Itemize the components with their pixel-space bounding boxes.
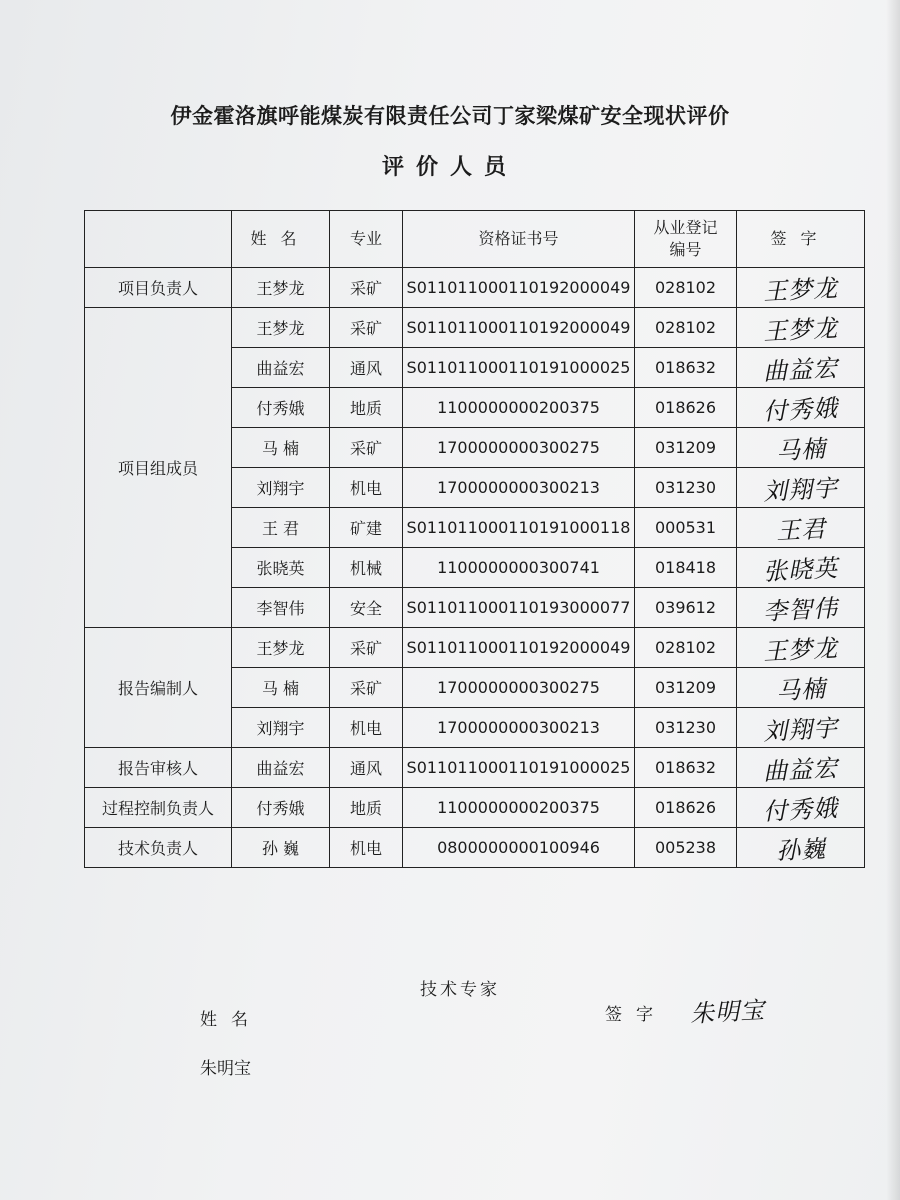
name-cell: 王梦龙 bbox=[232, 308, 330, 348]
name-cell: 刘翔宇 bbox=[232, 708, 330, 748]
signature-cell bbox=[737, 308, 865, 348]
cert-cell: 1100000000300741 bbox=[403, 548, 635, 588]
reg-cell: 018418 bbox=[635, 548, 737, 588]
table-row bbox=[85, 788, 865, 828]
cert-cell: S011011000110191000025 bbox=[403, 348, 635, 388]
signature-cell bbox=[737, 388, 865, 428]
role-cell: 项目负责人 bbox=[85, 268, 232, 308]
signature-cell bbox=[737, 628, 865, 668]
major-cell: 采矿 bbox=[330, 308, 403, 348]
signature-cell bbox=[737, 508, 865, 548]
document-subtitle: 评价人员 bbox=[381, 155, 518, 180]
reg-cell: 000531 bbox=[635, 508, 737, 548]
signature-cell bbox=[737, 548, 865, 588]
major-cell: 矿建 bbox=[330, 508, 403, 548]
cert-cell: S011011000110193000077 bbox=[403, 588, 635, 628]
handwritten-signature: 刘翔宇 bbox=[762, 474, 839, 506]
major-cell: 地质 bbox=[330, 788, 403, 828]
expert-name-label: 姓名 bbox=[200, 1010, 262, 1030]
reg-cell: 018626 bbox=[635, 388, 737, 428]
cert-cell: 1700000000300213 bbox=[403, 468, 635, 508]
table-row bbox=[85, 828, 865, 868]
cert-cell: S011011000110192000049 bbox=[403, 628, 635, 668]
handwritten-signature: 刘翔宇 bbox=[762, 714, 839, 746]
signature-cell bbox=[737, 268, 865, 308]
handwritten-signature: 张晓英 bbox=[762, 554, 839, 586]
handwritten-signature: 王君 bbox=[774, 514, 827, 546]
cert-cell: 1100000000200375 bbox=[403, 788, 635, 828]
expert-sign-label: 签字 bbox=[605, 1005, 667, 1025]
reg-cell: 028102 bbox=[635, 628, 737, 668]
major-cell: 采矿 bbox=[330, 268, 403, 308]
header-role bbox=[85, 211, 232, 268]
table-body bbox=[85, 268, 865, 868]
header-name: 姓名 bbox=[232, 211, 330, 268]
major-cell: 机电 bbox=[330, 708, 403, 748]
reg-cell: 031230 bbox=[635, 468, 737, 508]
signature-cell bbox=[737, 588, 865, 628]
handwritten-signature: 曲益宏 bbox=[762, 754, 839, 786]
major-cell: 采矿 bbox=[330, 428, 403, 468]
major-cell: 通风 bbox=[330, 348, 403, 388]
document-title: 伊金霍洛旗呼能煤炭有限责任公司丁家梁煤矿安全现状评价 bbox=[170, 104, 730, 128]
name-cell: 王梦龙 bbox=[232, 268, 330, 308]
role-cell: 技术负责人 bbox=[85, 828, 232, 868]
handwritten-signature: 孙巍 bbox=[774, 834, 827, 866]
expert-signature-text: 朱明宝 bbox=[689, 996, 766, 1028]
table-row bbox=[85, 748, 865, 788]
signature-cell bbox=[737, 468, 865, 508]
table-row bbox=[85, 628, 865, 668]
major-cell: 机电 bbox=[330, 828, 403, 868]
name-cell: 孙 巍 bbox=[232, 828, 330, 868]
cert-cell: S011011000110192000049 bbox=[403, 308, 635, 348]
reg-cell: 018632 bbox=[635, 748, 737, 788]
header-sign: 签字 bbox=[737, 211, 865, 268]
name-cell: 马 楠 bbox=[232, 668, 330, 708]
major-cell: 采矿 bbox=[330, 628, 403, 668]
reg-cell: 018632 bbox=[635, 348, 737, 388]
major-cell: 安全 bbox=[330, 588, 403, 628]
signature-cell bbox=[737, 708, 865, 748]
role-cell: 过程控制负责人 bbox=[85, 788, 232, 828]
reg-cell: 018626 bbox=[635, 788, 737, 828]
reg-cell: 039612 bbox=[635, 588, 737, 628]
signature-cell bbox=[737, 428, 865, 468]
reg-cell: 031209 bbox=[635, 668, 737, 708]
expert-name: 朱明宝 bbox=[200, 1059, 251, 1079]
expert-heading: 技术专家 bbox=[420, 980, 500, 1000]
reg-cell: 031209 bbox=[635, 428, 737, 468]
handwritten-signature: 马楠 bbox=[774, 434, 827, 466]
signature-cell bbox=[737, 748, 865, 788]
major-cell: 通风 bbox=[330, 748, 403, 788]
name-cell: 曲益宏 bbox=[232, 748, 330, 788]
major-cell: 机电 bbox=[330, 468, 403, 508]
reg-cell: 031230 bbox=[635, 708, 737, 748]
signature-cell bbox=[737, 788, 865, 828]
name-cell: 李智伟 bbox=[232, 588, 330, 628]
table-row bbox=[85, 268, 865, 308]
cert-cell: S011011000110191000118 bbox=[403, 508, 635, 548]
name-cell: 付秀娥 bbox=[232, 788, 330, 828]
expert-signature bbox=[690, 992, 765, 1027]
header-cert: 资格证书号 bbox=[403, 211, 635, 268]
role-cell: 项目组成员 bbox=[85, 308, 232, 628]
name-cell: 付秀娥 bbox=[232, 388, 330, 428]
evaluation-staff-table bbox=[84, 210, 865, 868]
reg-cell: 028102 bbox=[635, 268, 737, 308]
role-cell: 报告审核人 bbox=[85, 748, 232, 788]
cert-cell: 1700000000300275 bbox=[403, 668, 635, 708]
table-row bbox=[85, 308, 865, 348]
cert-cell: S011011000110192000049 bbox=[403, 268, 635, 308]
signature-cell bbox=[737, 348, 865, 388]
cert-cell: 1700000000300275 bbox=[403, 428, 635, 468]
handwritten-signature: 王梦龙 bbox=[762, 634, 839, 666]
cert-cell: 1100000000200375 bbox=[403, 388, 635, 428]
major-cell: 机械 bbox=[330, 548, 403, 588]
handwritten-signature: 马楠 bbox=[774, 674, 827, 706]
name-cell: 马 楠 bbox=[232, 428, 330, 468]
handwritten-signature: 王梦龙 bbox=[762, 274, 839, 306]
header-reg bbox=[635, 211, 737, 268]
cert-cell: S011011000110191000025 bbox=[403, 748, 635, 788]
header-major: 专业 bbox=[330, 211, 403, 268]
signature-cell bbox=[737, 828, 865, 868]
name-cell: 张晓英 bbox=[232, 548, 330, 588]
name-cell: 曲益宏 bbox=[232, 348, 330, 388]
role-cell: 报告编制人 bbox=[85, 628, 232, 748]
reg-cell: 028102 bbox=[635, 308, 737, 348]
header-reg-text: 从业登记编号 bbox=[653, 218, 718, 259]
handwritten-signature: 曲益宏 bbox=[762, 354, 839, 386]
reg-cell: 005238 bbox=[635, 828, 737, 868]
name-cell: 刘翔宇 bbox=[232, 468, 330, 508]
name-cell: 王 君 bbox=[232, 508, 330, 548]
cert-cell: 1700000000300213 bbox=[403, 708, 635, 748]
handwritten-signature: 付秀娥 bbox=[762, 394, 839, 426]
cert-cell: 0800000000100946 bbox=[403, 828, 635, 868]
handwritten-signature: 李智伟 bbox=[762, 594, 839, 626]
handwritten-signature: 付秀娥 bbox=[762, 794, 839, 826]
major-cell: 地质 bbox=[330, 388, 403, 428]
name-cell: 王梦龙 bbox=[232, 628, 330, 668]
signature-cell bbox=[737, 668, 865, 708]
major-cell: 采矿 bbox=[330, 668, 403, 708]
table-header-row bbox=[85, 211, 865, 268]
handwritten-signature: 王梦龙 bbox=[762, 314, 839, 346]
